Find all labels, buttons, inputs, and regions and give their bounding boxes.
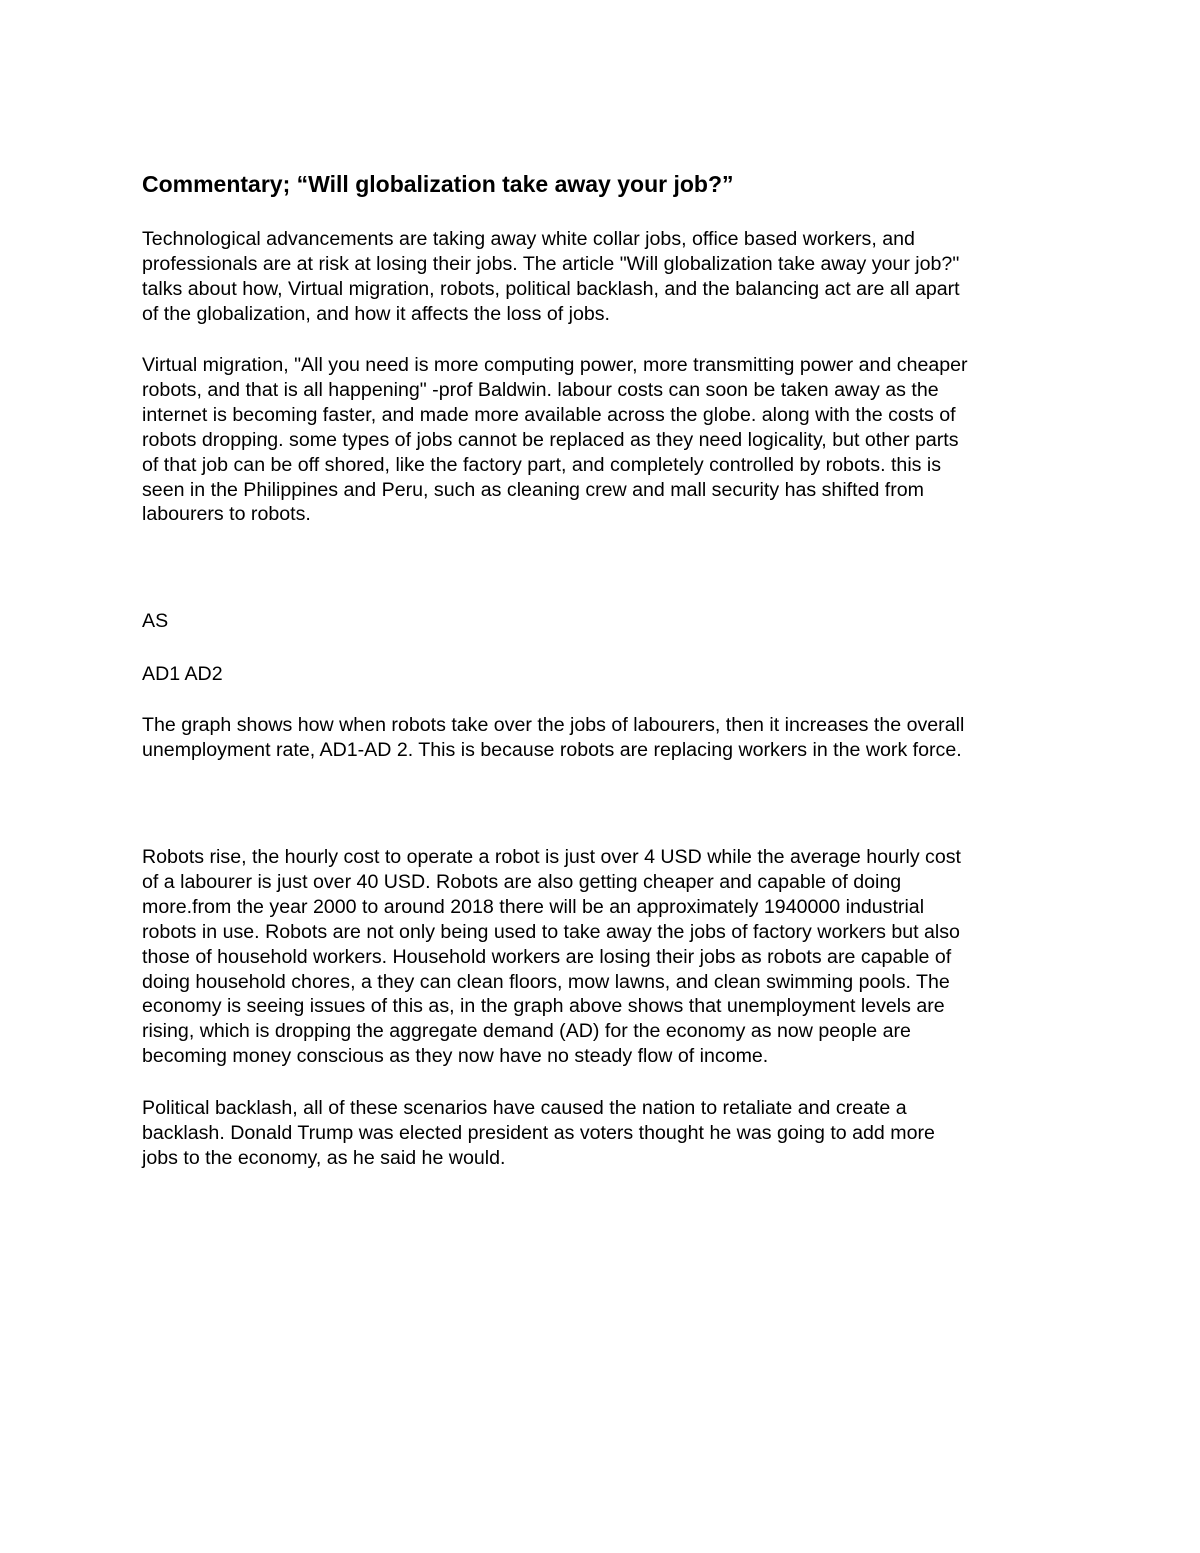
text-line: jobs to the economy, as he said he would. (142, 1146, 506, 1169)
text-line: Robots rise, the hourly cost to operate a robot is just over 4 USD while the average hourly cost (142, 846, 961, 868)
paragraph-robots-rise (142, 845, 1062, 1069)
text-line: backlash. Donald Trump was elected president as voters thought he was going to add more (142, 1121, 935, 1144)
text-line: robots in use. Robots are not only being used to take away the jobs of factory workers but also (142, 920, 960, 943)
text-line: Virtual migration, "All you need is more computing power, more transmitting power and cheaper (142, 354, 968, 376)
text-line: of the globalization, and how it affects the loss of jobs. (142, 302, 611, 325)
text-line: unemployment rate, AD1-AD 2. This is because robots are replacing workers in the work force. (142, 738, 962, 761)
text-line: AD1 AD2 (142, 663, 223, 685)
text-line: those of household workers. Household workers are losing their jobs as robots are capable of (142, 945, 952, 968)
text-line: becoming money conscious as they now have no steady flow of income. (142, 1045, 769, 1068)
text-line: doing household chores, a they can clean floors, mow lawns, and clean swimming pools. The (142, 970, 950, 993)
text-line: labourers to robots. (142, 503, 311, 526)
paragraph-political-backlash (142, 1096, 1062, 1171)
text-line: robots, and that is all happening" -prof Baldwin. labour costs can soon be taken away as the (142, 378, 939, 401)
text-line: seen in the Philippines and Peru, such as cleaning crew and mall security has shifted from (142, 478, 924, 501)
text-line: Technological advancements are taking away white collar jobs, office based workers, and (142, 228, 915, 250)
text-line: talks about how, Virtual migration, robots, political backlash, and the balancing act are all apart (142, 277, 960, 300)
text-line: robots dropping. some types of jobs cannot be replaced as they need logicality, but other parts (142, 428, 959, 451)
text-line: The graph shows how when robots take over the jobs of labourers, then it increases the overall (142, 714, 965, 736)
document-title: Commentary; “Will globalization take away your job?” (142, 171, 734, 197)
text-line: of that job can be off shored, like the factory part, and completely controlled by robots. this is (142, 453, 942, 476)
graph-label-ad (142, 662, 1062, 687)
text-line: Political backlash, all of these scenarios have caused the nation to retaliate and create a (142, 1097, 907, 1119)
paragraph-graph-explanation (142, 713, 1062, 763)
text-line: economy is seeing issues of this as, in the graph above shows that unemployment levels are (142, 995, 945, 1018)
text-line: more.from the year 2000 to around 2018 there will be an approximately 1940000 industrial (142, 895, 925, 918)
paragraph-virtual-migration (142, 353, 1062, 527)
text-line: professionals are at risk at losing their jobs. The article "Will globalization take away your job?" (142, 252, 960, 275)
text-line: rising, which is dropping the aggregate demand (AD) for the economy as now people are (142, 1020, 911, 1043)
graph-label-as (142, 609, 1062, 634)
text-line: internet is becoming faster, and made more available across the globe. along with the costs of (142, 403, 956, 426)
text-line: of a labourer is just over 40 USD. Robots are also getting cheaper and capable of doing (142, 870, 902, 893)
paragraph-intro (142, 227, 1062, 327)
text-line: AS (142, 610, 169, 632)
